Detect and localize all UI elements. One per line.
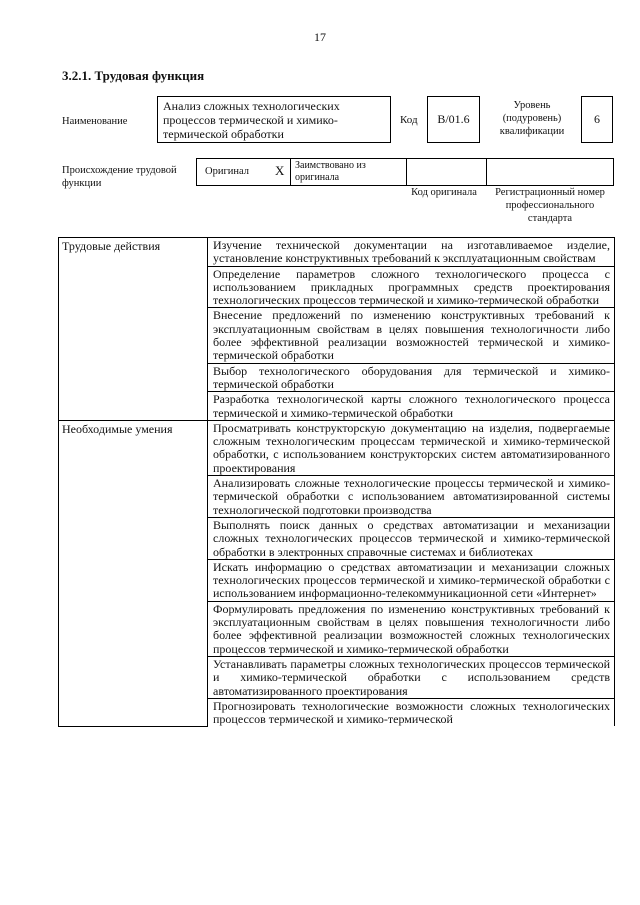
registration-number-cell [487, 159, 613, 185]
required-skills-label: Необходимые умения [59, 420, 208, 726]
registration-number-caption: Регистрационный номер профессионального стандарта [495, 187, 605, 224]
table-row [59, 238, 615, 267]
borrowed-cell: Заимствовано из оригинала [291, 159, 407, 185]
labor-action-item: Изучение технической документации на изготавливаемое изделие, установление конструктивных требований к эксплуатационным свойствам [208, 238, 615, 267]
original-mark: X [275, 163, 285, 178]
skill-item: Устанавливать параметры сложных технологических процессов термической и химико-термической обработки с использованием средств автоматизированного проектирования [208, 656, 615, 698]
function-code-field: В/01.6 [427, 96, 480, 143]
original-code-caption: Код оригинала [411, 187, 477, 198]
skill-item: Анализировать сложные технологические процессы термической и химико-термической обработки с использованием автоматизированной системы технологической подготовки производства [208, 476, 615, 518]
labor-actions-label: Трудовые действия [59, 238, 208, 421]
original-code-cell [407, 159, 487, 185]
skill-item: Выполнять поиск данных о средствах автоматизации и механизации сложных технологических процессов термической и химико-термической обработки в электронных справочные системах и библиотеках [208, 517, 615, 559]
labor-action-item: Разработка технологической карты сложного технологического процесса термической и химико-термической обработки [208, 392, 615, 421]
level-label: Уровень (подуровень) квалификации [499, 100, 565, 137]
original-cell [197, 159, 291, 185]
table-row [59, 420, 615, 475]
skill-item: Формулировать предложения по изменению конструктивных требований к эксплуатационным свойствам в целях повышения технологичности либо более эффективной реализации возможностей сложных технологических процессов термической и химико-термической обработки [208, 601, 615, 656]
qualification-level-field: 6 [581, 96, 613, 143]
skill-item: Просматривать конструкторскую документацию на изделия, подвергаемые сложным технологическим процессам термической и химико-термической обработки, с использованием конструкторских систем автоматизированного проектирования [208, 420, 615, 475]
labor-function-table [58, 237, 615, 727]
skill-item: Прогнозировать технологические возможности сложных технологических процессов термической и химико-термической [208, 698, 615, 726]
function-name-field: Анализ сложных технологических процессов термической и химико-термической обработки [157, 96, 391, 143]
labor-action-item: Внесение предложений по изменению конструктивных требований к эксплуатационным свойствам в целях повышения технологичности либо более эффективной реализации возможностей термической и химико-термической обработки [208, 308, 615, 363]
skill-item: Искать информацию о средствах автоматизации и механизации сложных технологических процессов термической и химико-термической обработки с использованием информационно-телекоммуникационной сети «Интернет» [208, 559, 615, 601]
name-label: Наименование [62, 116, 128, 127]
page-number: 17 [314, 30, 326, 44]
section-heading: 3.2.1. Трудовая функция [62, 68, 205, 83]
original-label: Оригинал [205, 166, 249, 177]
code-label: Код [400, 114, 418, 126]
origin-row [196, 158, 614, 186]
labor-action-item: Выбор технологического оборудования для термической и химико-термической обработки [208, 363, 615, 392]
origin-label: Происхождение трудовой функции [62, 165, 177, 189]
labor-action-item: Определение параметров сложного технологического процесса с использованием прикладных программных средств проектирования технологических процессов термической и химико-термической обработки [208, 266, 615, 308]
